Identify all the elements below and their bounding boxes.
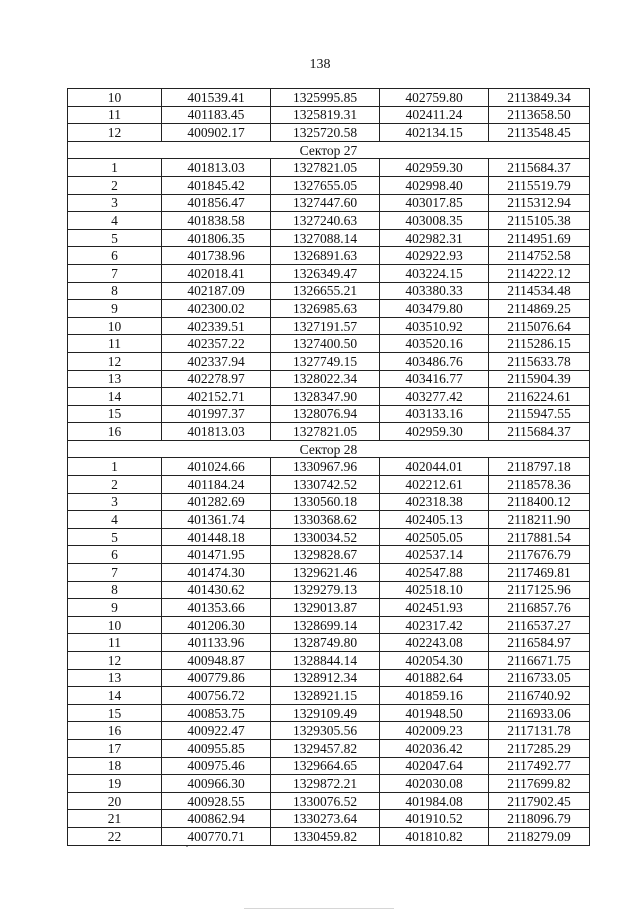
x1-cell: 401813.03 (162, 423, 271, 441)
x1-cell: 400928.55 (162, 792, 271, 810)
y1-cell: 1327655.05 (271, 176, 380, 194)
point-number-cell: 18 (68, 757, 162, 775)
x2-cell: 402009.23 (380, 722, 489, 740)
point-number-cell: 14 (68, 687, 162, 705)
table-row (68, 493, 590, 511)
table-row (68, 634, 590, 652)
point-number-cell: 3 (68, 493, 162, 511)
point-number-cell: 5 (68, 528, 162, 546)
table-row (68, 564, 590, 582)
table-row (68, 581, 590, 599)
point-number-cell: 6 (68, 247, 162, 265)
x1-cell: 401448.18 (162, 528, 271, 546)
table-row (68, 176, 590, 194)
x2-cell: 402047.64 (380, 757, 489, 775)
point-number-cell: 4 (68, 212, 162, 230)
x2-cell: 403510.92 (380, 317, 489, 335)
y1-cell: 1329305.56 (271, 722, 380, 740)
x1-cell: 401539.41 (162, 89, 271, 107)
table-row (68, 704, 590, 722)
y1-cell: 1328844.14 (271, 652, 380, 670)
point-number-cell: 11 (68, 106, 162, 124)
y1-cell: 1329664.65 (271, 757, 380, 775)
point-number-cell: 12 (68, 124, 162, 142)
x1-cell: 402152.71 (162, 388, 271, 406)
y1-cell: 1330368.62 (271, 511, 380, 529)
table-row (68, 511, 590, 529)
y2-cell: 2117902.45 (489, 792, 590, 810)
x2-cell: 402212.61 (380, 476, 489, 494)
y2-cell: 2116857.76 (489, 599, 590, 617)
point-number-cell: 5 (68, 229, 162, 247)
x2-cell: 402547.88 (380, 564, 489, 582)
y1-cell: 1330273.64 (271, 810, 380, 828)
table-row (68, 669, 590, 687)
x2-cell: 401948.50 (380, 704, 489, 722)
x2-cell: 402036.42 (380, 739, 489, 757)
x2-cell: 402405.13 (380, 511, 489, 529)
point-number-cell: 10 (68, 616, 162, 634)
y2-cell: 2116733.05 (489, 669, 590, 687)
point-number-cell: 1 (68, 458, 162, 476)
x1-cell: 402339.51 (162, 317, 271, 335)
point-number-cell: 10 (68, 317, 162, 335)
y1-cell: 1328022.34 (271, 370, 380, 388)
x2-cell: 402959.30 (380, 423, 489, 441)
coordinates-table (67, 88, 590, 846)
table-row (68, 722, 590, 740)
table-row (68, 264, 590, 282)
x1-cell: 400955.85 (162, 739, 271, 757)
x2-cell: 402411.24 (380, 106, 489, 124)
table-row (68, 546, 590, 564)
point-number-cell: 7 (68, 264, 162, 282)
x2-cell: 402959.30 (380, 159, 489, 177)
point-number-cell: 14 (68, 388, 162, 406)
y2-cell: 2113658.50 (489, 106, 590, 124)
x1-cell: 402187.09 (162, 282, 271, 300)
x2-cell: 401882.64 (380, 669, 489, 687)
y1-cell: 1328921.15 (271, 687, 380, 705)
point-number-cell: 8 (68, 282, 162, 300)
x2-cell: 403520.16 (380, 335, 489, 353)
y2-cell: 2115519.79 (489, 176, 590, 194)
x2-cell: 402982.31 (380, 229, 489, 247)
y2-cell: 2117125.96 (489, 581, 590, 599)
page-number: 138 (309, 57, 331, 72)
y1-cell: 1327240.63 (271, 212, 380, 230)
point-number-cell: 9 (68, 599, 162, 617)
y1-cell: 1328749.80 (271, 634, 380, 652)
point-number-cell: 15 (68, 405, 162, 423)
table-row (68, 528, 590, 546)
y2-cell: 2116740.92 (489, 687, 590, 705)
point-number-cell: 13 (68, 669, 162, 687)
x1-cell: 401738.96 (162, 247, 271, 265)
point-number-cell: 15 (68, 704, 162, 722)
sector-title: Сектор 28 (68, 440, 590, 458)
point-number-cell: 2 (68, 176, 162, 194)
x2-cell: 401859.16 (380, 687, 489, 705)
x2-cell: 402537.14 (380, 546, 489, 564)
x1-cell: 402300.02 (162, 300, 271, 318)
table-row (68, 335, 590, 353)
x1-cell: 401430.62 (162, 581, 271, 599)
point-number-cell: 10 (68, 89, 162, 107)
table-row (68, 405, 590, 423)
y1-cell: 1327191.57 (271, 317, 380, 335)
x1-cell: 400853.75 (162, 704, 271, 722)
y1-cell: 1326349.47 (271, 264, 380, 282)
y1-cell: 1329013.87 (271, 599, 380, 617)
y2-cell: 2118279.09 (489, 827, 590, 845)
point-number-cell: 20 (68, 792, 162, 810)
y2-cell: 2118211.90 (489, 511, 590, 529)
x2-cell: 402998.40 (380, 176, 489, 194)
y1-cell: 1326985.63 (271, 300, 380, 318)
y2-cell: 2114752.58 (489, 247, 590, 265)
point-number-cell: 12 (68, 652, 162, 670)
table-row (68, 687, 590, 705)
y1-cell: 1326891.63 (271, 247, 380, 265)
x2-cell: 401984.08 (380, 792, 489, 810)
point-number-cell: 11 (68, 634, 162, 652)
x1-cell: 400975.46 (162, 757, 271, 775)
x2-cell: 403008.35 (380, 212, 489, 230)
x2-cell: 403224.15 (380, 264, 489, 282)
sector-header-row (68, 141, 590, 159)
y2-cell: 2114534.48 (489, 282, 590, 300)
y1-cell: 1327400.50 (271, 335, 380, 353)
coordinates-table-body (68, 89, 590, 846)
y2-cell: 2115947.55 (489, 405, 590, 423)
y2-cell: 2115312.94 (489, 194, 590, 212)
point-number-cell: 12 (68, 352, 162, 370)
x1-cell: 402337.94 (162, 352, 271, 370)
point-number-cell: 1 (68, 159, 162, 177)
x2-cell: 403133.16 (380, 405, 489, 423)
table-row (68, 194, 590, 212)
y2-cell: 2114869.25 (489, 300, 590, 318)
y2-cell: 2117881.54 (489, 528, 590, 546)
x2-cell: 403017.85 (380, 194, 489, 212)
point-number-cell: 3 (68, 194, 162, 212)
point-number-cell: 17 (68, 739, 162, 757)
point-number-cell: 21 (68, 810, 162, 828)
x1-cell: 401353.66 (162, 599, 271, 617)
scan-speck (186, 846, 188, 847)
table-row (68, 476, 590, 494)
y1-cell: 1329109.49 (271, 704, 380, 722)
table-row (68, 106, 590, 124)
x1-cell: 401024.66 (162, 458, 271, 476)
y2-cell: 2116933.06 (489, 704, 590, 722)
y2-cell: 2113548.45 (489, 124, 590, 142)
y1-cell: 1327821.05 (271, 159, 380, 177)
table-row (68, 599, 590, 617)
x2-cell: 402318.38 (380, 493, 489, 511)
point-number-cell: 22 (68, 827, 162, 845)
scan-speck (244, 908, 394, 909)
y1-cell: 1325995.85 (271, 89, 380, 107)
x1-cell: 400770.71 (162, 827, 271, 845)
y1-cell: 1325720.58 (271, 124, 380, 142)
y1-cell: 1327088.14 (271, 229, 380, 247)
table-row (68, 212, 590, 230)
y1-cell: 1329279.13 (271, 581, 380, 599)
y2-cell: 2113849.34 (489, 89, 590, 107)
y2-cell: 2116224.61 (489, 388, 590, 406)
y2-cell: 2116537.27 (489, 616, 590, 634)
table-row (68, 247, 590, 265)
x2-cell: 402759.80 (380, 89, 489, 107)
y1-cell: 1327749.15 (271, 352, 380, 370)
x1-cell: 401474.30 (162, 564, 271, 582)
table-row (68, 124, 590, 142)
table-row (68, 775, 590, 793)
table-row (68, 388, 590, 406)
y2-cell: 2116671.75 (489, 652, 590, 670)
x2-cell: 402134.15 (380, 124, 489, 142)
x1-cell: 401282.69 (162, 493, 271, 511)
point-number-cell: 19 (68, 775, 162, 793)
y2-cell: 2114222.12 (489, 264, 590, 282)
y2-cell: 2115684.37 (489, 159, 590, 177)
x1-cell: 400966.30 (162, 775, 271, 793)
y2-cell: 2115904.39 (489, 370, 590, 388)
x1-cell: 400779.86 (162, 669, 271, 687)
y2-cell: 2118578.36 (489, 476, 590, 494)
y2-cell: 2115105.38 (489, 212, 590, 230)
y2-cell: 2117469.81 (489, 564, 590, 582)
table-row (68, 159, 590, 177)
sector-header-row (68, 440, 590, 458)
y1-cell: 1326655.21 (271, 282, 380, 300)
y1-cell: 1330967.96 (271, 458, 380, 476)
table-row (68, 370, 590, 388)
table-row (68, 352, 590, 370)
y2-cell: 2115286.15 (489, 335, 590, 353)
table-row (68, 282, 590, 300)
x1-cell: 401361.74 (162, 511, 271, 529)
table-row (68, 827, 590, 845)
x1-cell: 402278.97 (162, 370, 271, 388)
x1-cell: 401206.30 (162, 616, 271, 634)
y2-cell: 2117492.77 (489, 757, 590, 775)
y1-cell: 1330459.82 (271, 827, 380, 845)
y1-cell: 1330076.52 (271, 792, 380, 810)
x1-cell: 400862.94 (162, 810, 271, 828)
y2-cell: 2115684.37 (489, 423, 590, 441)
x2-cell: 402317.42 (380, 616, 489, 634)
table-row (68, 229, 590, 247)
y1-cell: 1329872.21 (271, 775, 380, 793)
x1-cell: 401997.37 (162, 405, 271, 423)
y2-cell: 2117676.79 (489, 546, 590, 564)
x1-cell: 402018.41 (162, 264, 271, 282)
point-number-cell: 4 (68, 511, 162, 529)
y2-cell: 2114951.69 (489, 229, 590, 247)
y1-cell: 1327821.05 (271, 423, 380, 441)
x2-cell: 401910.52 (380, 810, 489, 828)
table-row (68, 317, 590, 335)
point-number-cell: 8 (68, 581, 162, 599)
sector-title: Сектор 27 (68, 141, 590, 159)
y1-cell: 1325819.31 (271, 106, 380, 124)
x1-cell: 401838.58 (162, 212, 271, 230)
x1-cell: 401845.42 (162, 176, 271, 194)
table-row (68, 652, 590, 670)
table-row (68, 810, 590, 828)
y2-cell: 2118400.12 (489, 493, 590, 511)
y1-cell: 1330560.18 (271, 493, 380, 511)
x2-cell: 403416.77 (380, 370, 489, 388)
table-row (68, 739, 590, 757)
x2-cell: 403277.42 (380, 388, 489, 406)
point-number-cell: 7 (68, 564, 162, 582)
y1-cell: 1330742.52 (271, 476, 380, 494)
y2-cell: 2115076.64 (489, 317, 590, 335)
y2-cell: 2117131.78 (489, 722, 590, 740)
point-number-cell: 11 (68, 335, 162, 353)
y2-cell: 2118096.79 (489, 810, 590, 828)
point-number-cell: 9 (68, 300, 162, 318)
x2-cell: 402044.01 (380, 458, 489, 476)
x2-cell: 401810.82 (380, 827, 489, 845)
y1-cell: 1329828.67 (271, 546, 380, 564)
table-row (68, 423, 590, 441)
x1-cell: 401471.95 (162, 546, 271, 564)
point-number-cell: 16 (68, 423, 162, 441)
y2-cell: 2116584.97 (489, 634, 590, 652)
x1-cell: 400948.87 (162, 652, 271, 670)
x1-cell: 400902.17 (162, 124, 271, 142)
x1-cell: 401806.35 (162, 229, 271, 247)
x2-cell: 402451.93 (380, 599, 489, 617)
x1-cell: 400922.47 (162, 722, 271, 740)
x1-cell: 401856.47 (162, 194, 271, 212)
x1-cell: 401184.24 (162, 476, 271, 494)
x2-cell: 402922.93 (380, 247, 489, 265)
table-row (68, 792, 590, 810)
y2-cell: 2117699.82 (489, 775, 590, 793)
y1-cell: 1330034.52 (271, 528, 380, 546)
y1-cell: 1328076.94 (271, 405, 380, 423)
point-number-cell: 13 (68, 370, 162, 388)
x1-cell: 402357.22 (162, 335, 271, 353)
table-row (68, 757, 590, 775)
y1-cell: 1329621.46 (271, 564, 380, 582)
x2-cell: 403380.33 (380, 282, 489, 300)
x1-cell: 401183.45 (162, 106, 271, 124)
y1-cell: 1327447.60 (271, 194, 380, 212)
table-row (68, 458, 590, 476)
point-number-cell: 16 (68, 722, 162, 740)
table-row (68, 89, 590, 107)
point-number-cell: 6 (68, 546, 162, 564)
y2-cell: 2115633.78 (489, 352, 590, 370)
y1-cell: 1328347.90 (271, 388, 380, 406)
x2-cell: 402505.05 (380, 528, 489, 546)
x2-cell: 403479.80 (380, 300, 489, 318)
x2-cell: 402054.30 (380, 652, 489, 670)
x1-cell: 400756.72 (162, 687, 271, 705)
y2-cell: 2118797.18 (489, 458, 590, 476)
x2-cell: 402518.10 (380, 581, 489, 599)
y1-cell: 1328912.34 (271, 669, 380, 687)
x1-cell: 401133.96 (162, 634, 271, 652)
y2-cell: 2117285.29 (489, 739, 590, 757)
x2-cell: 403486.76 (380, 352, 489, 370)
x2-cell: 402030.08 (380, 775, 489, 793)
point-number-cell: 2 (68, 476, 162, 494)
table-row (68, 300, 590, 318)
y1-cell: 1328699.14 (271, 616, 380, 634)
x2-cell: 402243.08 (380, 634, 489, 652)
table-row (68, 616, 590, 634)
y1-cell: 1329457.82 (271, 739, 380, 757)
x1-cell: 401813.03 (162, 159, 271, 177)
